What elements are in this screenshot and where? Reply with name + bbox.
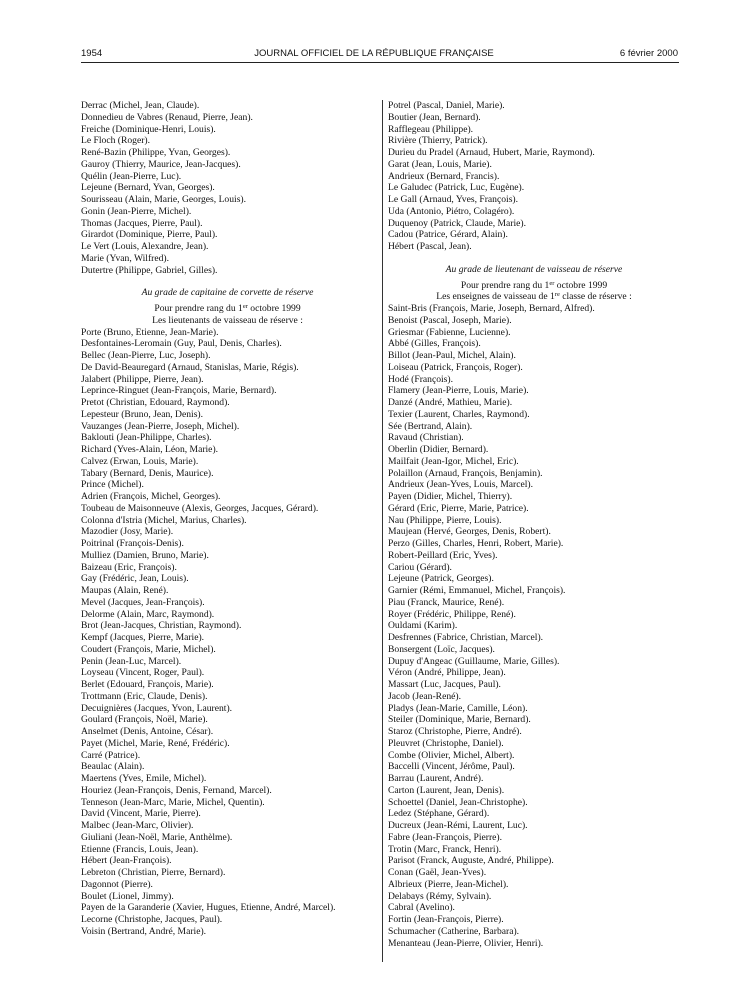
name-entry: Sourisseau (Alain, Marie, Georges, Louis). [81, 194, 247, 205]
name-entry: De David-Beauregard (Arnaud, Stanislas, Marie, Régis). [81, 361, 299, 373]
name-entry: Kempf (Jacques, Pierre, Marie). [81, 632, 205, 643]
name-entry: Maupas (Alain, René). [81, 585, 169, 596]
name-entry: Dupuy d'Angeac (Guillaume, Marie, Gilles). [388, 655, 560, 667]
name-entry: Saint-Bris (François, Marie, Joseph, Bernard, Alfred). [388, 303, 595, 314]
name-entry: Boutier (Jean, Bernard). [388, 111, 481, 123]
name-entry: Ducreux (Jean-Rémi, Laurent, Luc). [388, 820, 528, 831]
name-entry: Polaillon (Arnaud, François, Benjamin). [388, 467, 543, 479]
name-entry: Bellec (Jean-Pierre, Luc, Joseph). [81, 350, 211, 361]
name-entry: Uda (Antonio, Piétro, Colagéro). [388, 205, 515, 217]
name-entry: Jacob (Jean-René). [388, 690, 461, 702]
name-entry: Leprince-Ringuet (Jean-François, Marie, Bernard). [81, 385, 277, 397]
name-entry: Mevel (Jacques, Jean-François). [81, 596, 205, 608]
name-entry: Le Floch (Roger). [81, 135, 151, 147]
name-entry: Benoist (Pascal, Joseph, Marie). [388, 314, 512, 326]
name-entry: Carton (Laurent, Jean, Denis). [388, 784, 505, 796]
name-entry: Véron (André, Philippe, Jean). [388, 667, 506, 679]
name-entry: Etienne (Francis, Louis, Jean). [81, 843, 199, 855]
name-entry: Sée (Bertrand, Alain). [388, 420, 473, 432]
name-entry: Marie (Yvan, Wilfred). [81, 252, 169, 264]
name-entry: Billot (Jean-Paul, Michel, Alain). [388, 350, 516, 361]
name-entry: Jalabert (Philippe, Pierre, Jean). [81, 373, 204, 385]
name-entry: Pretot (Christian, Edouard, Raymond). [81, 397, 230, 408]
name-entry: Maujean (Hervé, Georges, Denis, Robert). [388, 526, 551, 538]
name-entry: Piau (Franck, Maurice, René). [388, 596, 505, 608]
name-entry: Decuignières (Jacques, Yvon, Laurent). [81, 702, 233, 714]
name-list-top [388, 100, 680, 253]
name-entry: Danzé (André, Mathieu, Marie). [388, 397, 513, 408]
name-entry: Texier (Laurent, Charles, Raymond). [388, 408, 530, 420]
name-entry: Pladys (Jean-Marie, Camille, Léon). [388, 702, 528, 714]
section-heading-lieutenant-vaisseau: Au grade de lieutenant de vaisseau de réserve [445, 263, 623, 275]
name-entry: Parisot (Franck, Auguste, André, Philippe). [388, 855, 554, 867]
name-entry: Ravaud (Christian). [388, 432, 464, 444]
name-entry: Menanteau (Jean-Pierre, Olivier, Henri). [388, 937, 544, 949]
name-entry: Fortin (Jean-François, Pierre). [388, 914, 504, 925]
name-entry: Fabre (Jean-François, Pierre). [388, 831, 503, 843]
name-entry: Flamery (Jean-Pierre, Louis, Marie). [388, 385, 529, 397]
subheading-enseignes: Les enseignes de vaisseau de 1re classe de réserve : [436, 291, 632, 303]
name-list-top [81, 100, 374, 276]
name-entry: Staroz (Christophe, Pierre, André). [388, 726, 522, 737]
name-entry: Gonin (Jean-Pierre, Michel). [81, 205, 192, 217]
name-entry: Baccelli (Vincent, Jérôme, Paul). [388, 761, 515, 773]
name-entry: Cariou (Gérard). [388, 561, 452, 573]
name-entry: Le Gall (Arnaud, Yves, François). [388, 194, 519, 205]
name-entry: Bonsergent (Loïc, Jacques). [388, 643, 495, 655]
name-entry: Tenneson (Jean-Marc, Marie, Michel, Quentin). [81, 796, 265, 808]
name-entry: Payen de la Garanderie (Xavier, Hugues, Etienne, André, Marcel). [81, 902, 336, 914]
name-entry: Durieu du Pradel (Arnaud, Hubert, Marie, Raymond). [388, 147, 595, 158]
name-entry: Robert-Peillard (Eric, Yves). [388, 549, 498, 561]
name-entry: Gay (Frédéric, Jean, Louis). [81, 573, 189, 585]
name-entry: Adrien (François, Michel, Georges). [81, 491, 221, 502]
name-entry: Garnier (Rémi, Emmanuel, Michel, François). [388, 585, 566, 596]
name-entry: Poitrinal (François-Denis). [81, 538, 184, 549]
name-entry: Oberlin (Didier, Bernard). [388, 444, 489, 455]
name-entry: Desfrennes (Fabrice, Christian, Marcel). [388, 632, 544, 643]
name-entry: Desfontaines-Leromain (Guy, Paul, Denis, Charles). [81, 338, 282, 350]
name-entry: Malbec (Jean-Marc, Olivier). [81, 820, 194, 831]
name-entry: Donnedieu de Vabres (Renaud, Pierre, Jean). [81, 111, 253, 123]
name-entry: Baizeau (Eric, François). [81, 561, 177, 573]
name-entry: Cabral (Avelino). [388, 902, 455, 914]
name-entry: Berlet (Edouard, François, Marie). [81, 679, 214, 690]
name-entry: Goulard (François, Noël, Marie). [81, 714, 208, 726]
name-entry: Schoettel (Daniel, Jean-Christophe). [388, 796, 528, 808]
name-entry: Baklouti (Jean-Philippe, Charles). [81, 432, 212, 444]
name-entry: Derrac (Michel, Jean, Claude). [81, 100, 200, 111]
name-entry: Thomas (Jacques, Pierre, Paul). [81, 217, 203, 229]
name-entry: Carré (Patrice). [81, 749, 141, 761]
name-entry: René-Bazin (Philippe, Yvan, Georges). [81, 147, 231, 158]
left-column [81, 100, 374, 938]
name-entry: Mailfait (Jean-Igor, Michel, Eric). [388, 455, 519, 467]
name-entry: Hébert (Pascal, Jean). [388, 241, 472, 252]
issue-date: 6 février 2000 [619, 48, 678, 59]
name-entry: Garat (Jean, Louis, Marie). [388, 158, 492, 170]
name-entry: Penin (Jean-Luc, Marcel). [81, 655, 182, 667]
column-divider [382, 100, 383, 962]
subheading-lieutenants: Les lieutenants de vaisseau de réserve : [152, 314, 303, 326]
name-entry: Rivière (Thierry, Patrick). [388, 135, 488, 147]
name-entry: Lebreton (Christian, Pierre, Bernard). [81, 867, 226, 878]
name-entry: Nau (Philippe, Pierre, Louis). [388, 514, 502, 526]
name-entry: Coudert (François, Marie, Michel). [81, 643, 216, 655]
header-rule [81, 62, 679, 63]
name-entry: Potrel (Pascal, Daniel, Marie). [388, 100, 505, 111]
name-entry: Lecorne (Christophe, Jacques, Paul). [81, 914, 223, 925]
name-entry: Gérard (Eric, Pierre, Marie, Patrice). [388, 502, 529, 514]
name-entry: Perzo (Gilles, Charles, Henri, Robert, Marie). [388, 538, 564, 549]
rank-date: Pour prendre rang du 1er octobre 1999 [460, 279, 608, 291]
name-entry: Beaulac (Alain). [81, 761, 145, 773]
name-entry: Colonna d'Istria (Michel, Marius, Charles). [81, 514, 247, 526]
name-entry: Dutertre (Philippe, Gabriel, Gilles). [81, 264, 218, 276]
name-entry: Trotin (Marc, Franck, Henri). [388, 843, 502, 855]
name-entry: Le Vert (Louis, Alexandre, Jean). [81, 241, 209, 252]
name-entry: Cadou (Patrice, Gérard, Alain). [388, 229, 508, 241]
name-entry: Pleuvret (Christophe, Daniel). [388, 737, 504, 749]
name-entry: Vauzanges (Jean-Pierre, Joseph, Michel). [81, 420, 240, 432]
spacer [81, 276, 374, 287]
name-entry: Payet (Michel, Marie, René, Frédéric). [81, 737, 230, 749]
name-entry: Delorme (Alain, Marc, Raymond). [81, 608, 215, 620]
section-heading-capitaine-corvette: Au grade de capitaine de corvette de réserve [141, 287, 314, 299]
name-entry: Andrieux (Bernard, Francis). [388, 170, 500, 182]
name-entry: Girardot (Dominique, Pierre, Paul). [81, 229, 218, 241]
name-entry: Lejeune (Patrick, Georges). [388, 573, 494, 585]
rank-date: Pour prendre rang du 1er octobre 1999 [154, 303, 301, 314]
name-entry: Voisin (Bertrand, André, Marie). [81, 925, 207, 937]
name-entry: Abbé (Gilles, François). [388, 338, 481, 350]
name-entry: Toubeau de Maisonneuve (Alexis, Georges, Jacques, Gérard). [81, 502, 319, 514]
name-entry: Dagonnot (Pierre). [81, 878, 153, 890]
name-entry: Lejeune (Bernard, Yvan, Georges). [81, 182, 215, 194]
right-column [388, 100, 680, 949]
spacer [388, 253, 680, 264]
name-entry: Massart (Luc, Jacques, Paul). [388, 679, 501, 690]
name-entry: Royer (Frédéric, Philippe, René). [388, 608, 516, 620]
name-entry: Gauroy (Thierry, Maurice, Jean-Jacques). [81, 158, 241, 170]
name-entry: Ledez (Stéphane, Gérard). [388, 808, 490, 820]
name-entry: Steiler (Dominique, Marie, Bernard). [388, 714, 531, 726]
name-entry: Richard (Yves-Alain, Léon, Marie). [81, 444, 219, 455]
name-entry: Albrieux (Pierre, Jean-Michel). [388, 878, 509, 890]
name-entry: Mulliez (Damien, Bruno, Marie). [81, 549, 209, 561]
name-entry: Porte (Bruno, Etienne, Jean-Marie). [81, 326, 219, 338]
name-entry: Freiche (Dominique-Henri, Louis). [81, 123, 216, 135]
name-entry: Andrieux (Jean-Yves, Louis, Marcel). [388, 479, 534, 491]
name-entry: Brot (Jean-Jacques, Christian, Raymond). [81, 620, 242, 632]
page-number: 1954 [81, 48, 103, 59]
name-list-bottom [388, 303, 680, 949]
name-list-bottom [81, 327, 374, 938]
name-entry: Le Galudec (Patrick, Luc, Eugène). [388, 182, 525, 194]
name-entry: Payen (Didier, Michel, Thierry). [388, 491, 513, 502]
name-entry: Lepesteur (Bruno, Jean, Denis). [81, 408, 204, 420]
name-entry: Houriez (Jean-François, Denis, Fernand, Marcel). [81, 784, 272, 796]
name-entry: Tabary (Bernard, Denis, Maurice). [81, 467, 214, 479]
name-entry: Giuliani (Jean-Noël, Marie, Anthèlme). [81, 831, 233, 843]
name-entry: Prince (Michel). [81, 479, 144, 491]
name-entry: Mazodier (Josy, Marie). [81, 526, 174, 538]
name-entry: Barrau (Laurent, André). [388, 773, 484, 784]
name-entry: Rafflegeau (Philippe). [388, 123, 474, 135]
name-entry: Quélin (Jean-Pierre, Luc). [81, 170, 182, 182]
name-entry: Schumacher (Catherine, Barbara). [388, 925, 520, 937]
name-entry: Ouldami (Karim). [388, 620, 458, 632]
name-entry: Griesmar (Fabienne, Lucienne). [388, 326, 511, 338]
name-entry: Hébert (Jean-François). [81, 855, 172, 867]
name-entry: Calvez (Erwan, Louis, Marie). [81, 455, 199, 467]
name-entry: Maertens (Yves, Emile, Michel). [81, 773, 207, 784]
name-entry: Anselmet (Denis, Antoine, César). [81, 726, 214, 737]
name-entry: Delabays (Rémy, Sylvain). [388, 890, 492, 902]
name-entry: Loyseau (Vincent, Roger, Paul). [81, 667, 205, 679]
name-entry: Duquenoy (Patrick, Claude, Marie). [388, 217, 527, 229]
name-entry: Boulet (Lionel, Jimmy). [81, 890, 174, 902]
name-entry: Combe (Olivier, Michel, Albert). [388, 749, 515, 761]
name-entry: Loiseau (Patrick, François, Roger). [388, 361, 523, 373]
name-entry: Hodé (François). [388, 373, 454, 385]
name-entry: David (Vincent, Marie, Pierre). [81, 808, 201, 820]
journal-title: JOURNAL OFFICIEL DE LA RÉPUBLIQUE FRANÇAISE [254, 48, 494, 59]
name-entry: Trottmann (Eric, Claude, Denis). [81, 690, 208, 702]
name-entry: Conan (Gaël, Jean-Yves). [388, 867, 487, 878]
